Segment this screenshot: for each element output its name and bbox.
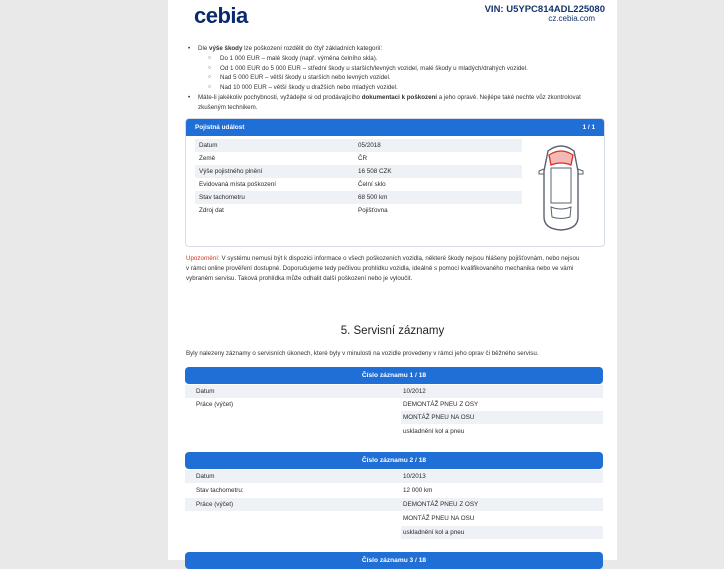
record-header: Číslo záznamu 3 / 18 xyxy=(185,552,603,569)
bullet-intro: • Dle výše škody lze poškození rozdělit do čtyř základních kategorií: xyxy=(186,44,606,54)
event-row: Výše pojistného plnění 16 508 CZK xyxy=(195,165,522,178)
record-work-item: MONTÁŽ PNEU NA OSU xyxy=(403,515,475,522)
category-item: ○ Nad 10 000 EUR – větší škody u dražších nebo mladých vozidel. xyxy=(186,83,606,93)
bullet-doubts-line2: zkušeným technikem. xyxy=(198,103,258,111)
event-row: Stav tachometru 68 500 km xyxy=(195,191,522,204)
site-link[interactable]: cz.cebia.com xyxy=(548,14,595,23)
vin-number: VIN: U5YPC814ADL225080 xyxy=(484,4,605,15)
car-damage-diagram-icon xyxy=(536,141,586,233)
event-row: Země ČR xyxy=(199,155,368,162)
insurance-event-title: Pojistná událost xyxy=(195,124,245,131)
record-row-work: Práce (výčet) DEMONTÁŽ PNEU Z OSY xyxy=(196,401,479,408)
cebia-logo: cebia xyxy=(194,3,248,28)
service-intro: Byly nalezeny záznamy o servisních úkonech, které byly v minulosti na vozidle provedeny v rámci jeho oprav či běžného servisu. xyxy=(186,350,539,357)
record-row-date: Datum 10/2013 xyxy=(185,470,603,483)
report-page xyxy=(168,0,617,564)
record-work-item: MONTÁŽ PNEU NA OSU xyxy=(401,411,603,424)
insurance-event-card xyxy=(185,118,605,247)
record-work-item: uskladnění kol a pneu xyxy=(403,428,465,435)
category-item: ○ Nad 5 000 EUR – větší škody u starších nebo levných vozidel. xyxy=(186,73,606,83)
category-item: ○ Od 1 000 EUR do 5 000 EUR – střední škody u starších/levných vozidel, malé škody u mladých/drahých vozidel. xyxy=(186,64,606,74)
warning-note: Upozornění: V systému nemusí být k dispozici informace o všech poškozeních vozidla, některé škody nejsou hlášeny pojišťovnám, nebo nejsou v rámci online prověření dostupné. Doporučujeme tedy pečlivou prohlídku vozidla, ideálně s pomocí kvalifikovaného mechanika nebo ve vámi vybraném servisu. Taková prohlídka může odhalit další poškození nebo je vyloučit. xyxy=(186,255,580,282)
warning-label: Upozornění: xyxy=(186,255,220,262)
category-item: ○ Do 1 000 EUR – malé škody (např. výměna čelního skla). xyxy=(186,54,606,64)
record-header: Číslo záznamu 1 / 18 xyxy=(185,367,603,384)
record-row-work: Práce (výčet) DEMONTÁŽ PNEU Z OSY xyxy=(185,498,603,511)
damage-categories xyxy=(186,44,606,113)
event-row: Zdroj dat Pojišťovna xyxy=(199,207,388,214)
record-work-item: uskladnění kol a pneu xyxy=(401,526,603,539)
insurance-event-header xyxy=(186,119,604,136)
bullet-doubts: • Máte-li jakékoliv pochybnosti, vyžádejte si od prodávajícího dokumentaci k poškození a jeho opravě. Nejlépe také nechte vůz zkontrolovat xyxy=(186,93,606,103)
record-row-date: Datum 10/2012 xyxy=(185,385,603,398)
insurance-event-pager: 1 / 1 xyxy=(582,124,595,131)
event-row: Datum 05/2018 xyxy=(195,139,522,152)
event-row: Evidovaná místa poškození Čelní sklo xyxy=(199,181,386,188)
record-header: Číslo záznamu 2 / 18 xyxy=(185,452,603,469)
section-title: 5. Servisní záznamy xyxy=(340,325,445,337)
record-row-odometer: Stav tachometru: 12 000 km xyxy=(196,487,433,494)
